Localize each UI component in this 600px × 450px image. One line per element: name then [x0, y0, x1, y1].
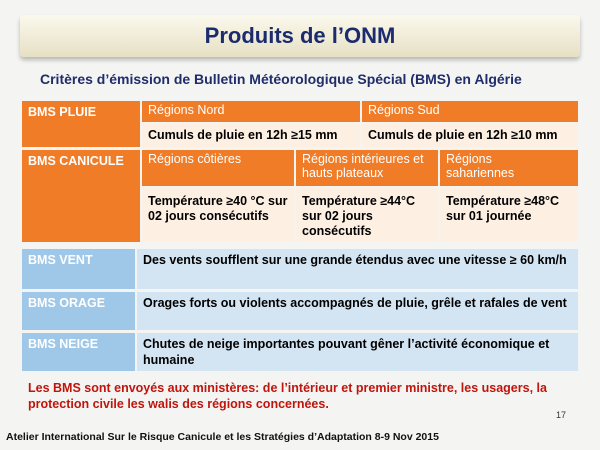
bms-orage-block — [22, 292, 578, 330]
pluie-value-sud: Cumuls de pluie en 12h ≥10 mm — [362, 124, 578, 147]
bms-pluie-block — [22, 101, 578, 147]
canicule-value-interieures: Température ≥44°C sur 02 jours consécutifs — [296, 188, 438, 242]
bms-vent-block — [22, 249, 578, 289]
canicule-header-cotieres: Régions côtières — [142, 150, 294, 186]
canicule-header-sahariennes: Régions sahariennes — [440, 150, 578, 186]
page-number: 17 — [556, 410, 567, 420]
bms-neige-label-cell — [22, 333, 135, 371]
canicule-value-cotieres: Température ≥40 °C sur 02 jours consécutifs — [142, 188, 294, 242]
bms-canicule-block — [22, 150, 578, 242]
pluie-header-sud: Régions Sud — [362, 101, 578, 122]
bms-orage-label: BMS ORAGE — [28, 296, 106, 310]
title-bar — [20, 15, 580, 57]
bms-neige-block — [22, 333, 578, 371]
bms-vent-label-cell — [22, 249, 135, 289]
distribution-note: Les BMS sont envoyés aux ministères: de l’intérieur et premier ministre, les usagers, la protection civile les walis des régions concernées. — [28, 381, 547, 411]
bms-pluie-label: BMS PLUIE — [28, 105, 97, 119]
canicule-value-sahariennes: Température ≥48°C sur 01 journée — [440, 188, 578, 242]
subtitle: Critères d’émission de Bulletin Météorologique Spécial (BMS) en Algérie — [40, 71, 522, 87]
canicule-header-interieures: Régions intérieures et hauts plateaux — [296, 150, 438, 186]
bms-vent-label: BMS VENT — [28, 253, 93, 267]
bms-canicule-label: BMS CANICULE — [28, 154, 124, 168]
pluie-header-nord: Régions Nord — [142, 101, 360, 122]
bms-neige-criteria: Chutes de neige importantes pouvant gêner l’activité économique et humaine — [137, 333, 578, 371]
pluie-value-nord: Cumuls de pluie en 12h ≥15 mm — [142, 124, 360, 147]
slide-title: Produits de l’ONM — [204, 23, 396, 48]
bms-neige-label: BMS NEIGE — [28, 337, 99, 351]
bms-orage-label-cell — [22, 292, 135, 330]
bms-vent-criteria: Des vents soufflent sur une grande étendus avec une vitesse ≥ 60 km/h — [137, 249, 578, 289]
footer-text: Atelier International Sur le Risque Canicule et les Stratégies d’Adaptation 8-9 Nov 2015 — [6, 431, 439, 443]
bms-orage-criteria: Orages forts ou violents accompagnés de pluie, grêle et rafales de vent — [137, 292, 578, 330]
bms-pluie-label-cell — [22, 101, 140, 147]
bms-canicule-label-cell — [22, 150, 140, 242]
